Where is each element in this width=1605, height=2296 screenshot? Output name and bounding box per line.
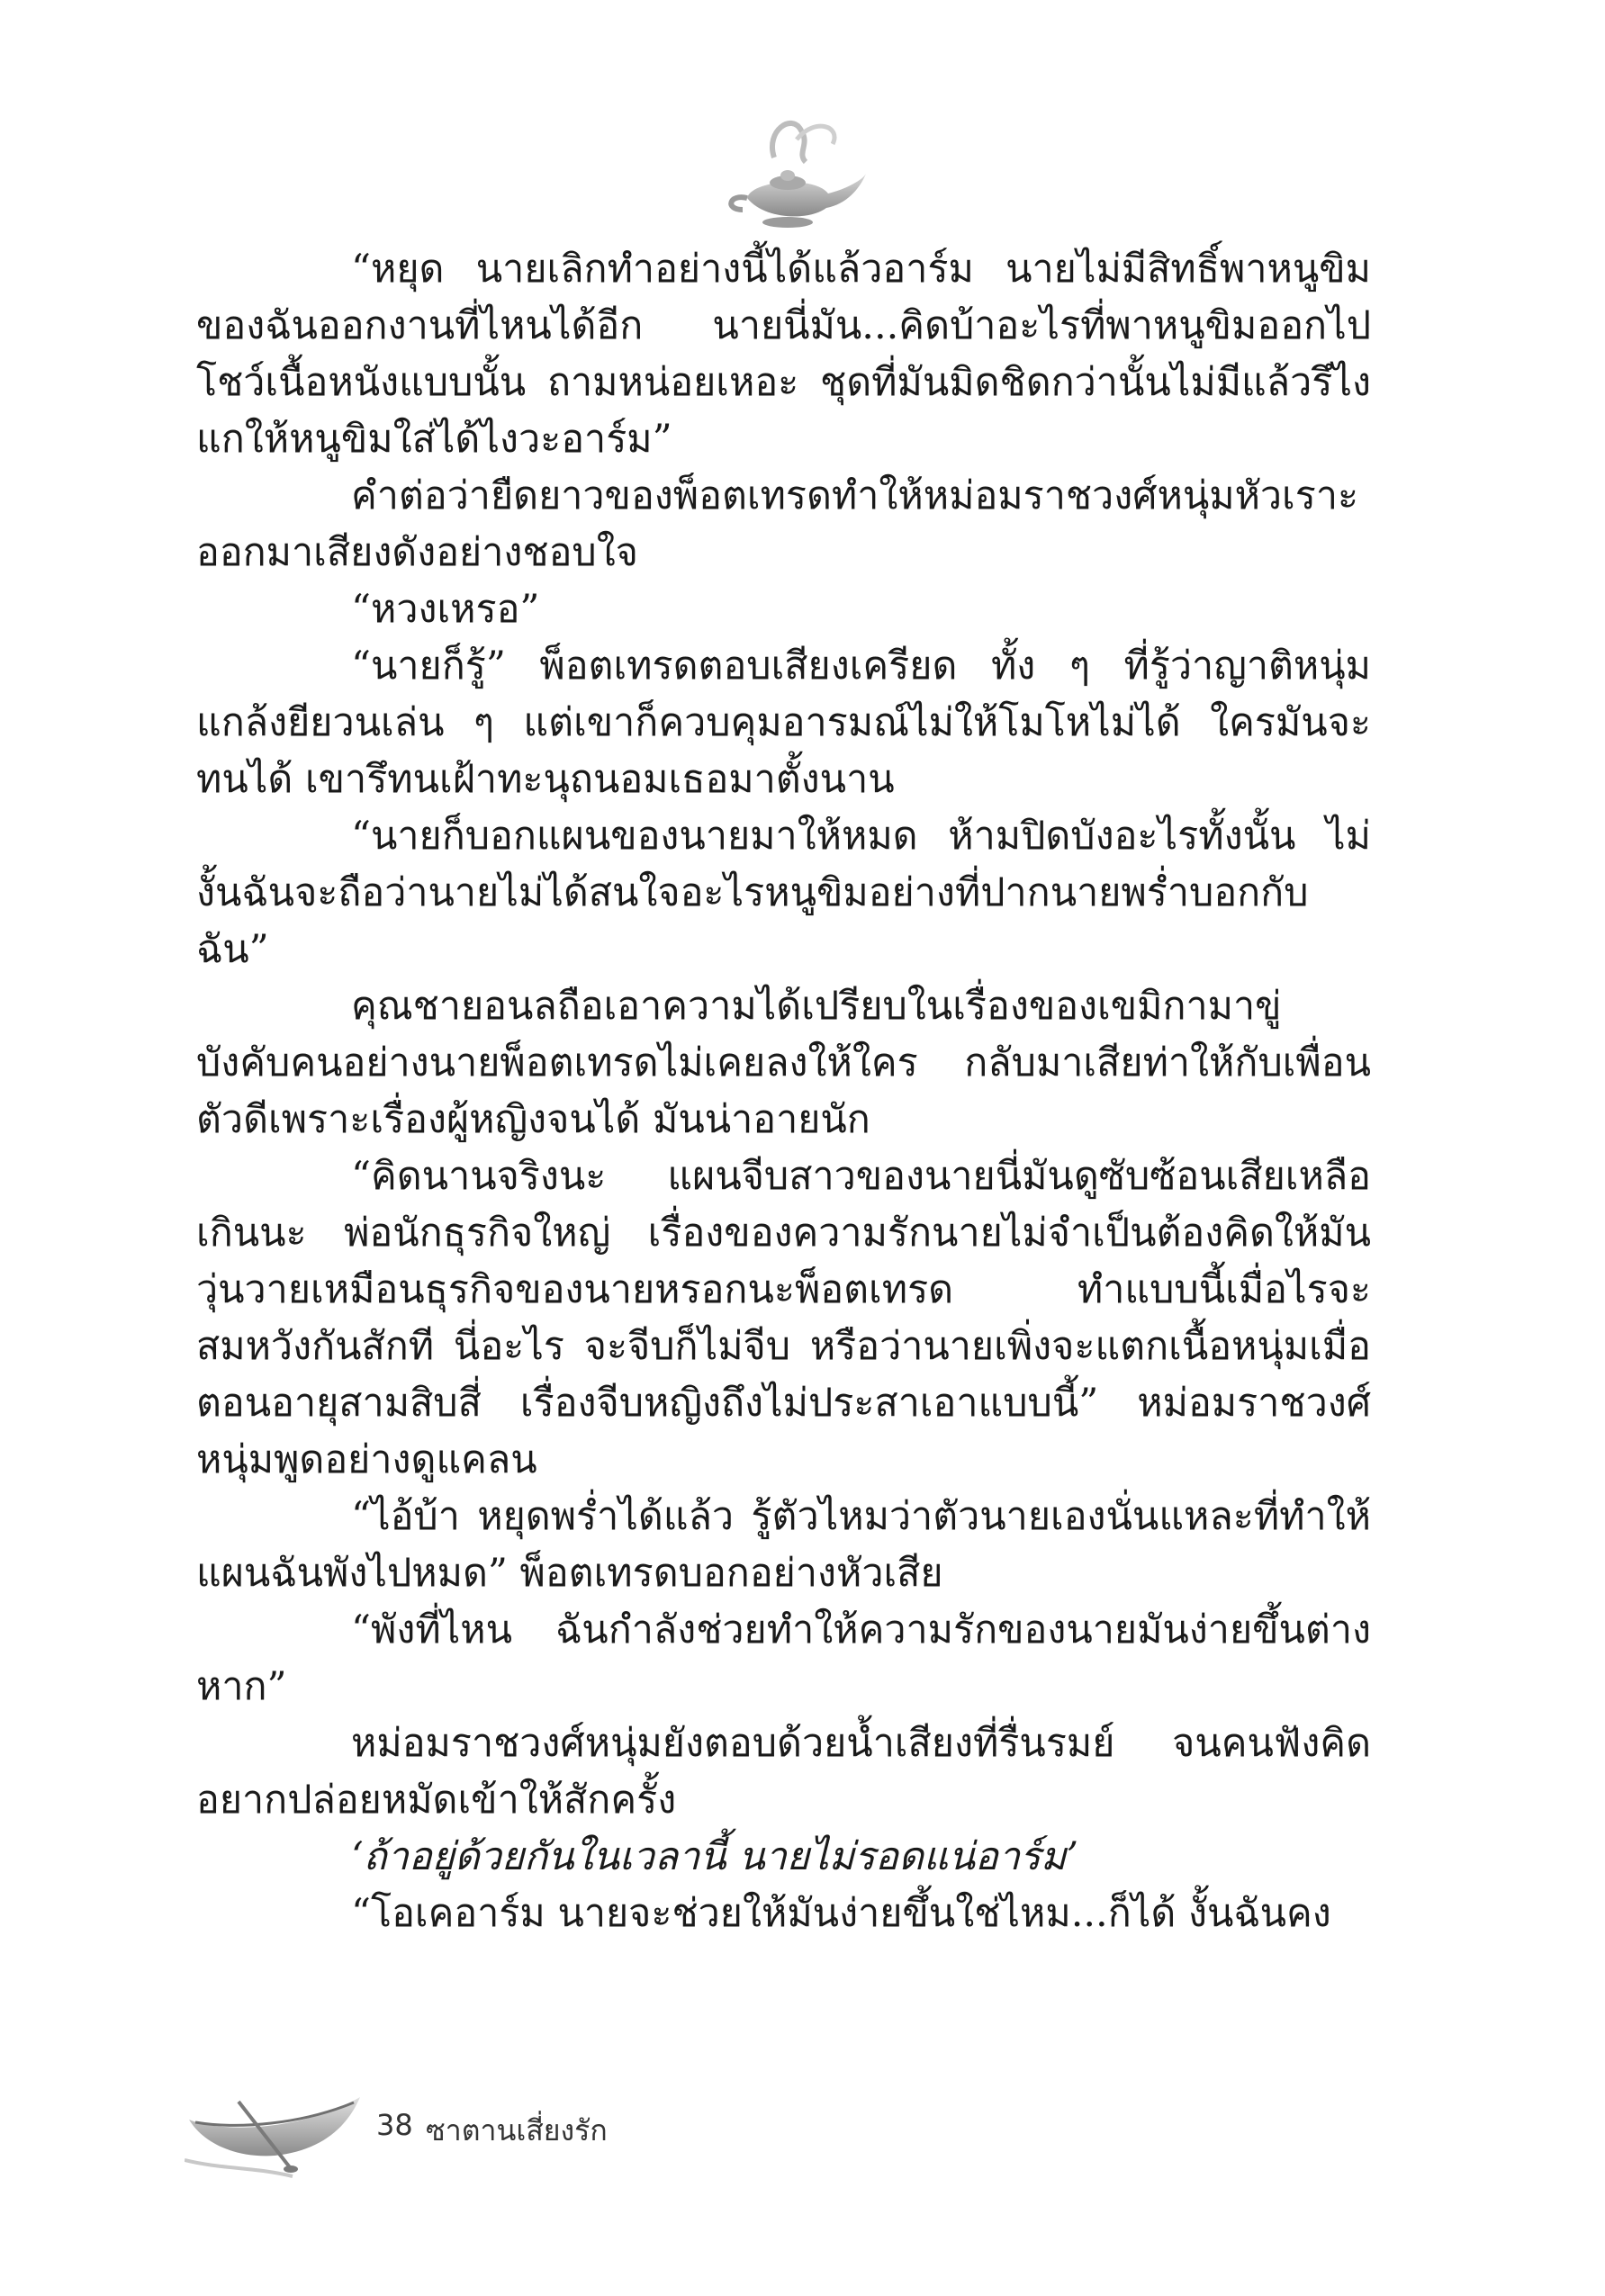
paragraph: “หยุด นายเลิกทำอย่างนี้ได้แล้วอาร์ม นายไม่มีสิทธิ์พาหนูขิมของฉันออกงานที่ไหนได้อีก นายนี่มัน...คิดบ้าอะไรที่พาหนูขิมออกไปโชว์เนื้อหนังแบบนั้น ถามหน่อยเหอะ ชุดที่มันมิดชิดกว่านั้นไม่มีแล้วรึไง แกให้หนูขิมใส่ได้ไงวะอาร์ม”: [196, 247, 1371, 462]
page-footer: [185, 2070, 815, 2187]
paragraph: “นายก็รู้” พ็อตเทรดตอบเสียงเครียด ทั้ง ๆ ที่รู้ว่าญาติหนุ่มแกล้งยียวนเล่น ๆ แต่เขาก็ควบคุมอารมณ์ไม่ให้โมโหไม่ได้ ใครมันจะทนได้ เขารึทนเฝ้าทะนุถนอมเธอมาตั้งนาน: [196, 644, 1371, 802]
paragraph-inner-thought: ‘ถ้าอยู่ด้วยกันในเวลานี้ นายไม่รอดแน่อาร์ม’: [351, 1834, 1079, 1879]
rowboat-icon: [185, 2070, 365, 2178]
paragraph: คำต่อว่ายืดยาวของพ็อตเทรดทำให้หม่อมราชวงศ์หนุ่มหัวเราะออกมาเสียงดังอย่างชอบใจ: [196, 473, 1359, 575]
paragraph: “พังที่ไหน ฉันกำลังช่วยทำให้ความรักของนายมันง่ายขึ้นต่างหาก”: [196, 1607, 1371, 1709]
paragraph: หม่อมราชวงศ์หนุ่มยังตอบด้วยน้ำเสียงที่รื่นรมย์ จนคนฟังคิดอยากปล่อยหมัดเข้าให้สักครั้ง: [196, 1721, 1371, 1823]
paragraph: “โอเคอาร์ม นายจะช่วยให้มันง่ายขึ้นใช่ไหม...ก็ได้ งั้นฉันคง: [351, 1891, 1331, 1936]
body-text: [196, 241, 1371, 1942]
paragraph: คุณชายอนลถือเอาความได้เปรียบในเรื่องของเขมิกามาขู่บังคับคนอย่างนายพ็อตเทรดไม่เคยลงให้ใคร กลับมาเสียท่าให้กับเพื่อนตัวดีเพราะเรื่องผู้หญิงจนได้ มันน่าอายนัก: [196, 984, 1371, 1142]
paragraph: “คิดนานจริงนะ แผนจีบสาวของนายนี่มันดูซับซ้อนเสียเหลือเกินนะ พ่อนักธุรกิจใหญ่ เรื่องของความรักนายไม่จำเป็นต้องคิดให้มันวุ่นวายเหมือนธุรกิจของนายหรอกนะพ็อตเทรด ทำแบบนี้เมื่อไรจะสมหวังกันสักที นี่อะไร จะจีบก็ไม่จีบ หรือว่านายเพิ่งจะแตกเนื้อหนุ่มเมื่อตอนอายุสามสิบสี่ เรื่องจีบหญิงถึงไม่ประสาเอาแบบนี้” หม่อมราชวงศ์หนุ่มพูดอย่างดูแคลน: [196, 1154, 1371, 1482]
paragraph: “หวงเหรอ”: [351, 587, 540, 632]
genie-lamp-icon: [711, 104, 873, 239]
paragraph: “นายก็บอกแผนของนายมาให้หมด ห้ามปิดบังอะไรทั้งนั้น ไม่งั้นฉันจะถือว่านายไม่ได้สนใจอะไรหนูขิมอย่างที่ปากนายพร่ำบอกกับฉัน”: [196, 814, 1371, 972]
page-number: 38: [376, 2108, 413, 2142]
book-title: ซาตานเสี่ยงรัก: [426, 2113, 608, 2147]
paragraph: “ไอ้บ้า หยุดพร่ำได้แล้ว รู้ตัวไหมว่าตัวนายเองนั่นแหละที่ทำให้แผนฉันพังไปหมด” พ็อตเทรดบอกอย่างหัวเสีย: [196, 1494, 1371, 1596]
